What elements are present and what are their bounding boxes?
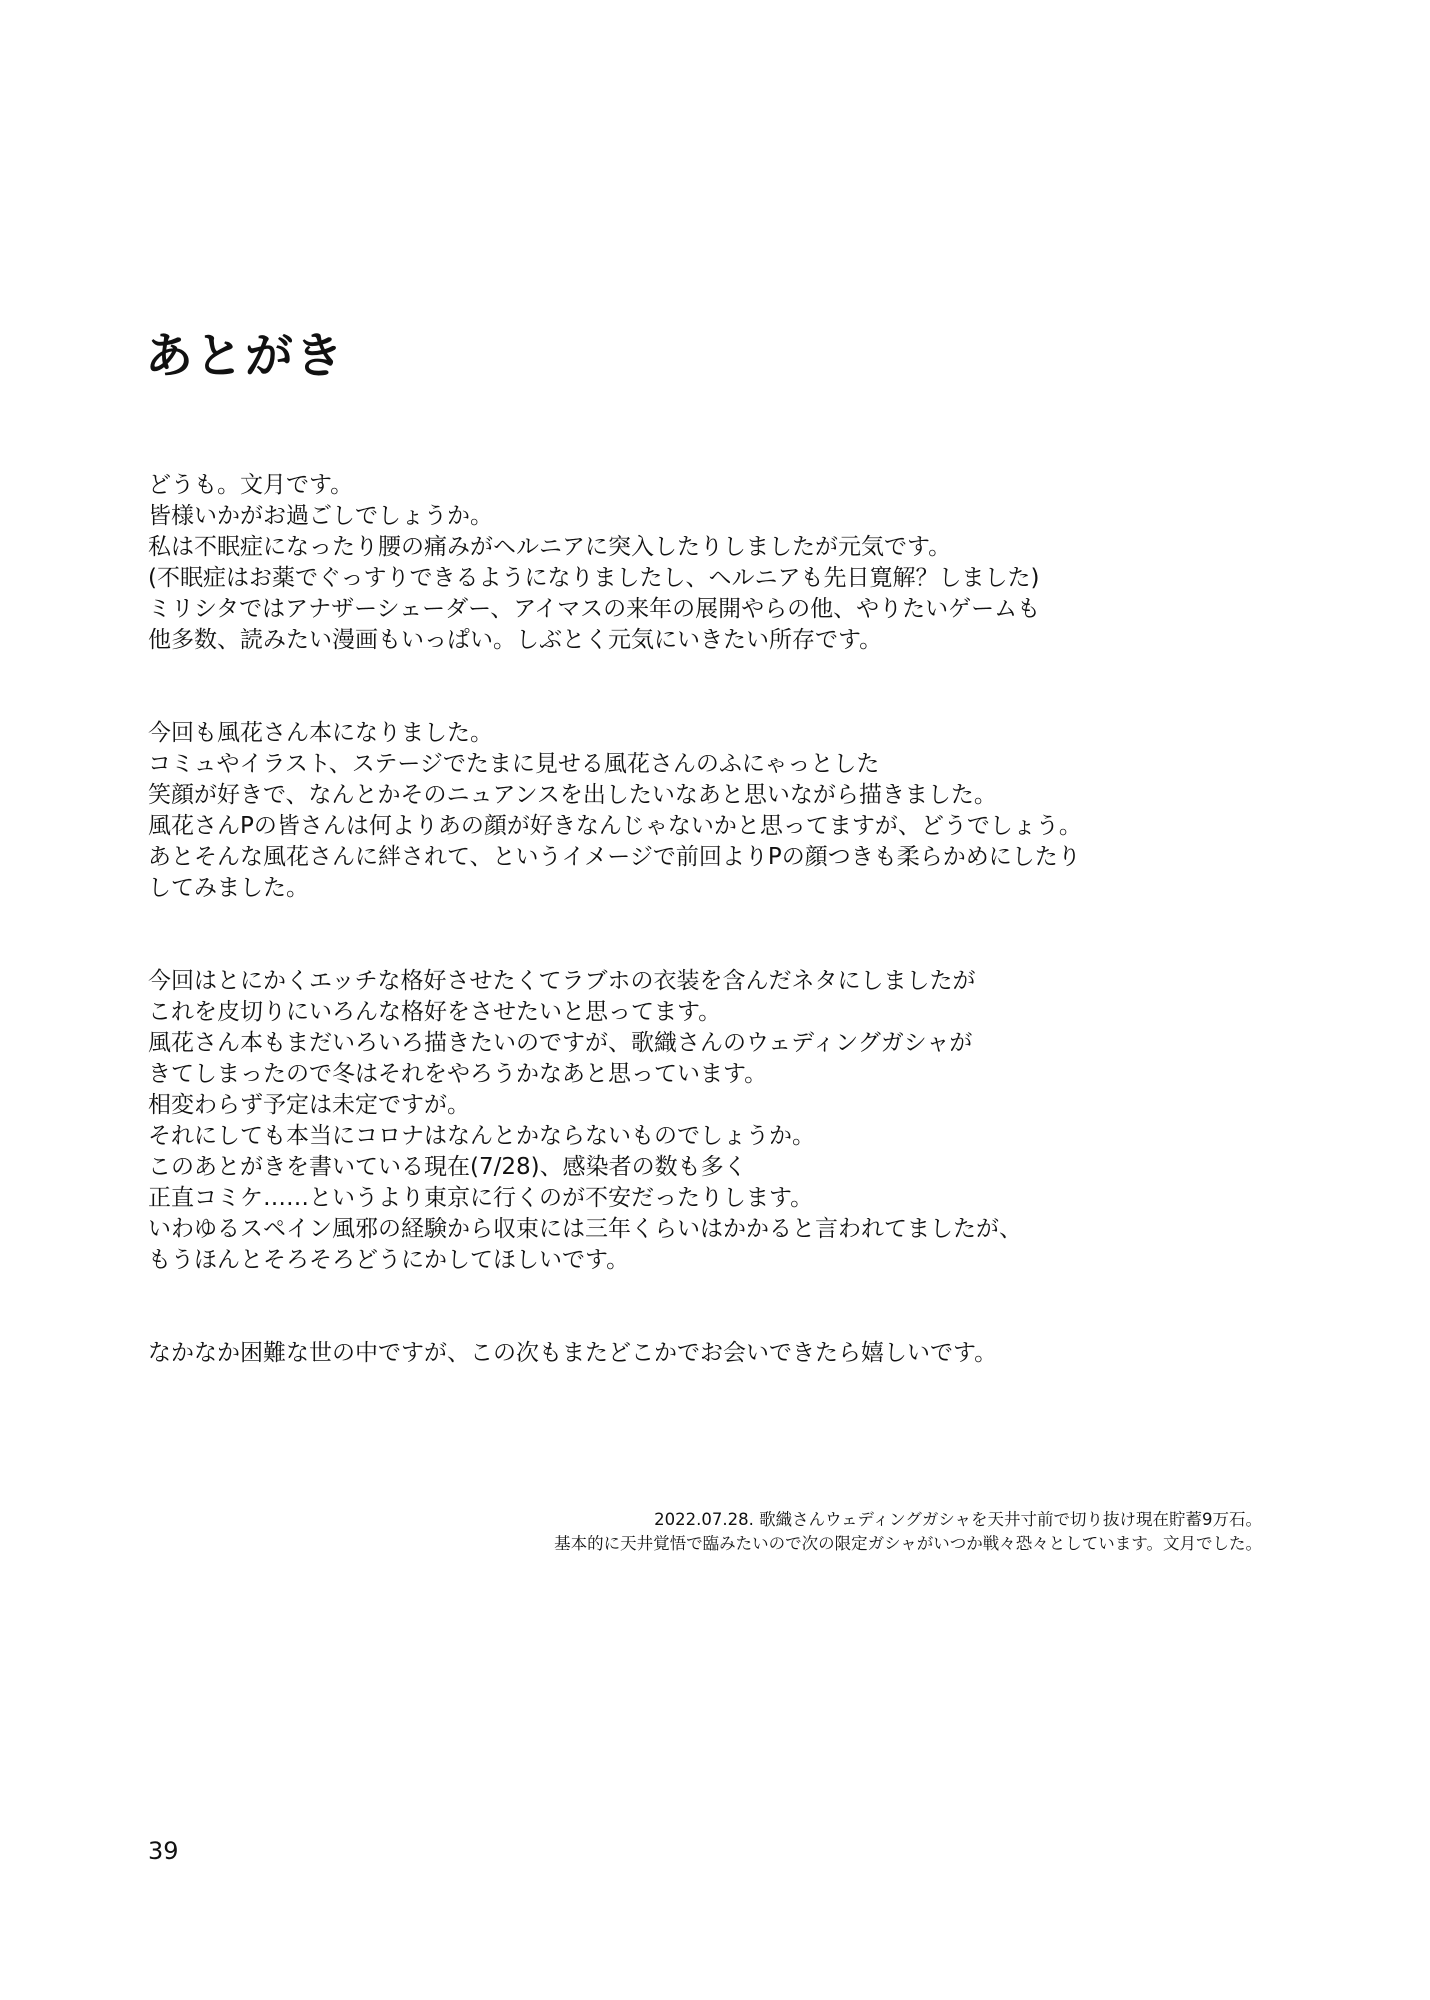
text-line: 正直コミケ……というより東京に行くのが不安だったりします。 [148, 1185, 814, 1211]
text-line: きてしまったので冬はそれをやろうかなあと思っています。 [148, 1061, 768, 1087]
text-line: 皆様いかがお過ごしでしょうか。 [148, 503, 493, 529]
paragraph-plans [148, 966, 1308, 1276]
text-line: 私は不眠症になったり腰の痛みがヘルニアに突入したりしましたが元気です。 [148, 534, 952, 560]
text-line: なかなか困難な世の中ですが、この次もまたどこかでお会いできたら嬉しいです。 [148, 1340, 998, 1366]
afterword-body [148, 470, 1308, 1369]
text-line: 今回も風花さん本になりました。 [148, 720, 493, 746]
text-line: それにしても本当にコロナはなんとかならないものでしょうか。 [148, 1123, 815, 1149]
text-line: これを皮切りにいろんな格好をさせたいと思ってます。 [148, 999, 722, 1025]
text-line: してみました。 [148, 875, 309, 901]
text-line: いわゆるスペイン風邪の経験から収束には三年くらいはかかると言われてましたが、 [148, 1216, 1022, 1242]
text-line: 今回はとにかくエッチな格好させたくてラブホの衣装を含んだネタにしましたが [148, 968, 976, 994]
text-line: このあとがきを書いている現在(7/28)、感染者の数も多く [148, 1154, 747, 1180]
text-line: どうも。文月です。 [148, 472, 354, 498]
postscript-line: 基本的に天井覚悟で臨みたいので次の限定ガシャがいつか戦々恐々としています。文月でした。 [554, 1534, 1262, 1553]
text-line: (不眠症はお薬でぐっすりできるようになりましたし、ヘルニアも先日寛解？しました) [148, 565, 1040, 591]
text-line: ミリシタではアナザーシェーダー、アイマスの来年の展開やらの他、やりたいゲームも [148, 596, 1041, 622]
text-line: もうほんとそろそろどうにかしてほしいです。 [148, 1247, 630, 1273]
text-line: あとそんな風花さんに絆されて、というイメージで前回よりPの顔つきも柔らかめにしたり [148, 844, 1081, 870]
postscript-note [554, 1508, 1262, 1556]
text-line: 風花さん本もまだいろいろ描きたいのですが、歌織さんのウェディングガシャが [148, 1030, 973, 1056]
text-line: 笑顔が好きで、なんとかそのニュアンスを出したいなあと思いながら描きました。 [148, 782, 997, 808]
postscript-line: 2022.07.28. 歌織さんウェディングガシャを天井寸前で切り抜け現在貯蓄9万石。 [654, 1510, 1262, 1529]
text-line: コミュやイラスト、ステージでたまに見せる風花さんのふにゃっとした [148, 751, 880, 777]
page-title: あとがき [145, 328, 346, 384]
text-line: 相変わらず予定は未定ですが。 [148, 1092, 470, 1118]
paragraph-greeting [148, 470, 1308, 656]
page-number: 39 [148, 1837, 179, 1865]
paragraph-closing [148, 1338, 1308, 1369]
text-line: 風花さんPの皆さんは何よりあの顔が好きなんじゃないかと思ってますが、どうでしょう。 [148, 813, 1082, 839]
paragraph-about-book [148, 718, 1308, 904]
text-line: 他多数、読みたい漫画もいっぱい。しぶとく元気にいきたい所存です。 [148, 627, 883, 653]
